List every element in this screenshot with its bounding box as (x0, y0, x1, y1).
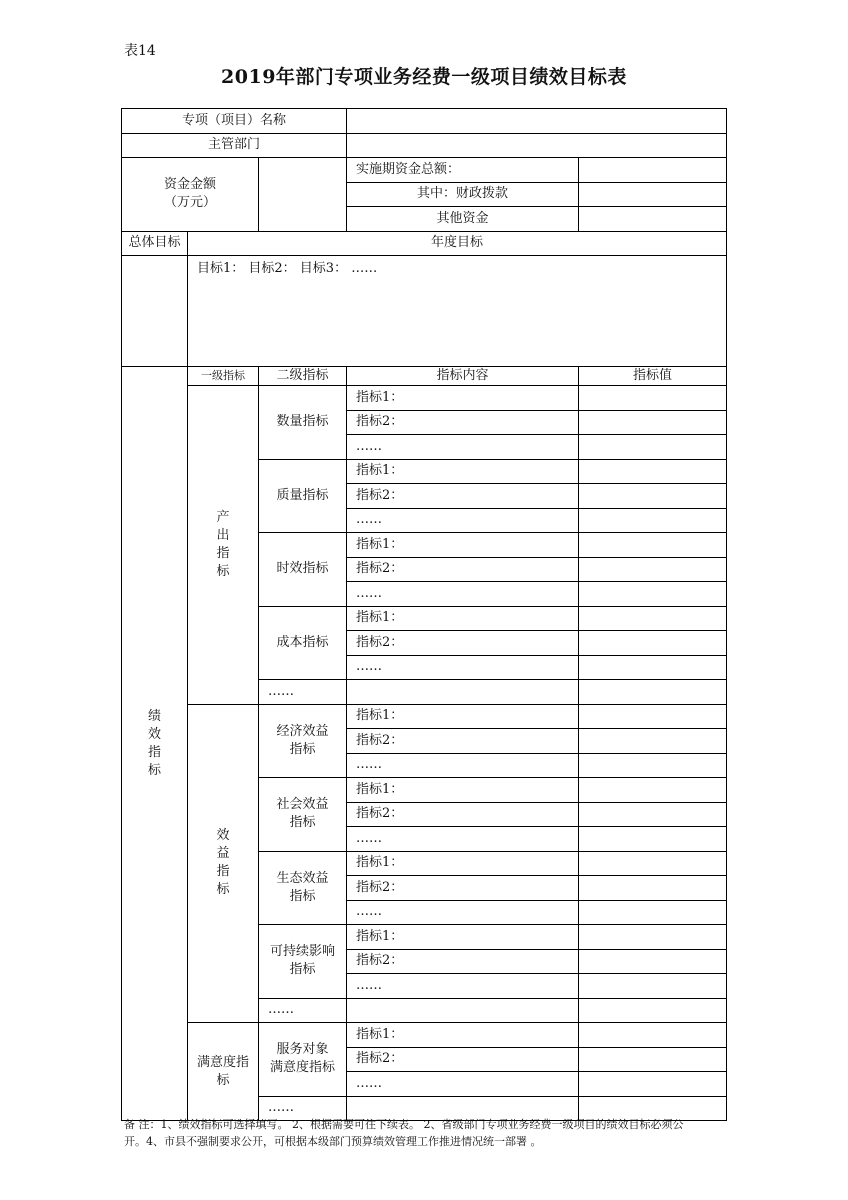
performance-indicators-label (122, 367, 188, 1121)
output-more-label: …… (259, 680, 347, 705)
dept-label: 主管部门 (122, 133, 347, 158)
perf-char: 标 (147, 762, 161, 778)
funds-fiscal-label: 其中：财政拨款 (347, 182, 579, 207)
funds-total-input[interactable] (579, 158, 727, 183)
indicator-value-input[interactable] (579, 827, 727, 852)
funds-fiscal-input[interactable] (579, 182, 727, 207)
indicator-value-input[interactable] (579, 876, 727, 901)
item-1-label: 指标1： (347, 606, 579, 631)
overall-goal-label: 总体目标 (122, 231, 188, 256)
item-1-label: 指标1： (347, 459, 579, 484)
group-line: 生态效益 (276, 870, 329, 886)
project-name-label: 专项（项目）名称 (122, 109, 347, 134)
funds-total-label: 实施期资金总额： (347, 158, 579, 183)
benefit-char: 效 (216, 828, 230, 844)
group-line: 指标 (289, 962, 316, 978)
group-line: 可持续影响 (270, 944, 336, 960)
perf-char: 绩 (147, 708, 161, 724)
item-more-label: …… (347, 582, 579, 607)
item-2-label: 指标2： (347, 631, 579, 656)
col-level2-header: 二级指标 (259, 367, 347, 386)
funds-blank (259, 158, 347, 232)
output-indicators-label (188, 386, 259, 705)
satisfaction-more-label: …… (259, 1096, 347, 1121)
item-more-label: …… (347, 508, 579, 533)
satisfaction-line: 标 (216, 1072, 230, 1088)
satisfaction-line: 满意度指 (196, 1054, 249, 1070)
sustainability-indicators (259, 925, 347, 999)
remarks-line1: 备 注：1、绩效指标可选择填写。 2、根据需要可往下续表。 2、省级部门专项业务经费一级项目的绩效目标必须公 (124, 1118, 684, 1131)
item-more-label: …… (347, 1072, 579, 1097)
service-satisfaction-indicators (259, 1023, 347, 1097)
item-1-label: 指标1： (347, 533, 579, 558)
item-more-label: …… (347, 655, 579, 680)
indicator-value-input[interactable] (579, 386, 727, 411)
indicator-value-input[interactable] (579, 998, 727, 1023)
benefit-char: 指 (216, 864, 230, 880)
indicator-value-input[interactable] (579, 802, 727, 827)
col-content-header: 指标内容 (347, 367, 579, 386)
indicator-value-input[interactable] (579, 778, 727, 803)
benefit-char: 益 (216, 846, 230, 862)
indicator-value-input[interactable] (579, 704, 727, 729)
group-line: 服务对象 (276, 1042, 329, 1058)
indicator-content-input[interactable] (347, 998, 579, 1023)
timeliness-indicators: 时效指标 (259, 533, 347, 607)
output-char: 出 (216, 527, 230, 543)
item-more-label: …… (347, 753, 579, 778)
col-value-header: 指标值 (579, 367, 727, 386)
indicator-content-input[interactable] (347, 680, 579, 705)
item-more-label: …… (347, 900, 579, 925)
group-line: 指标 (289, 741, 316, 757)
indicator-value-input[interactable] (579, 508, 727, 533)
funds-label-line2: （万元） (163, 195, 216, 211)
item-2-label: 指标2： (347, 729, 579, 754)
indicator-value-input[interactable] (579, 851, 727, 876)
quality-indicators: 质量指标 (259, 459, 347, 533)
indicator-value-input[interactable] (579, 729, 727, 754)
indicator-value-input[interactable] (579, 1023, 727, 1048)
item-more-label: …… (347, 974, 579, 999)
indicator-value-input[interactable] (579, 753, 727, 778)
item-2-label: 指标2： (347, 949, 579, 974)
indicator-value-input[interactable] (579, 1047, 727, 1072)
annual-goal-label: 年度目标 (188, 231, 727, 256)
indicator-value-input[interactable] (579, 631, 727, 656)
performance-goals-table (121, 108, 727, 1121)
perf-char: 效 (147, 726, 161, 742)
funds-other-label: 其他资金 (347, 207, 579, 232)
indicator-value-input[interactable] (579, 949, 727, 974)
item-2-label: 指标2： (347, 802, 579, 827)
indicator-value-input[interactable] (579, 925, 727, 950)
item-more-label: …… (347, 827, 579, 852)
benefit-more-label: …… (259, 998, 347, 1023)
item-2-label: 指标2： (347, 557, 579, 582)
dept-input[interactable] (347, 133, 727, 158)
overall-goal-input[interactable] (122, 256, 188, 367)
item-2-label: 指标2： (347, 484, 579, 509)
item-1-label: 指标1： (347, 1023, 579, 1048)
indicator-value-input[interactable] (579, 900, 727, 925)
indicator-value-input[interactable] (579, 410, 727, 435)
document-title: 2019年部门专项业务经费一级项目绩效目标表 (221, 66, 627, 88)
indicator-value-input[interactable] (579, 435, 727, 460)
annual-goal-input[interactable]: 目标1： 目标2： 目标3： …… (188, 256, 727, 367)
indicator-value-input[interactable] (579, 582, 727, 607)
output-char: 标 (216, 563, 230, 579)
indicator-value-input[interactable] (579, 1072, 727, 1097)
funds-other-input[interactable] (579, 207, 727, 232)
item-1-label: 指标1： (347, 386, 579, 411)
ecological-benefit-indicators (259, 851, 347, 925)
quantity-indicators: 数量指标 (259, 386, 347, 460)
indicator-value-input[interactable] (579, 533, 727, 558)
group-line: 指标 (289, 815, 316, 831)
item-2-label: 指标2： (347, 876, 579, 901)
item-1-label: 指标1： (347, 851, 579, 876)
group-line: 满意度指标 (270, 1060, 336, 1076)
indicator-value-input[interactable] (579, 484, 727, 509)
item-1-label: 指标1： (347, 925, 579, 950)
perf-char: 指 (147, 744, 161, 760)
social-benefit-indicators (259, 778, 347, 852)
group-line: 指标 (289, 888, 316, 904)
indicator-value-input[interactable] (579, 459, 727, 484)
group-line: 经济效益 (276, 723, 329, 739)
item-1-label: 指标1： (347, 704, 579, 729)
indicator-value-input[interactable] (579, 557, 727, 582)
item-2-label: 指标2： (347, 410, 579, 435)
project-name-input[interactable] (347, 109, 727, 134)
remarks-line2: 开。4、市县不强制要求公开，可根据本级部门预算绩效管理工作推进情况统一部署 。 (124, 1135, 542, 1148)
satisfaction-indicators-label (188, 1023, 259, 1121)
benefit-char: 标 (216, 882, 230, 898)
cost-indicators: 成本指标 (259, 606, 347, 680)
remarks (124, 1116, 728, 1150)
indicator-value-input[interactable] (579, 680, 727, 705)
table-number: 表14 (124, 43, 156, 59)
indicator-value-input[interactable] (579, 655, 727, 680)
item-2-label: 指标2： (347, 1047, 579, 1072)
group-line: 社会效益 (276, 797, 329, 813)
col-level1-header: 一级指标 (188, 367, 259, 386)
item-1-label: 指标1： (347, 778, 579, 803)
benefit-indicators-label (188, 704, 259, 1023)
item-more-label: …… (347, 435, 579, 460)
funds-label-line1: 资金金额 (163, 177, 216, 193)
output-char: 指 (216, 545, 230, 561)
economic-benefit-indicators (259, 704, 347, 778)
output-char: 产 (216, 509, 230, 525)
indicator-value-input[interactable] (579, 974, 727, 999)
funds-label (122, 158, 259, 232)
indicator-value-input[interactable] (579, 606, 727, 631)
